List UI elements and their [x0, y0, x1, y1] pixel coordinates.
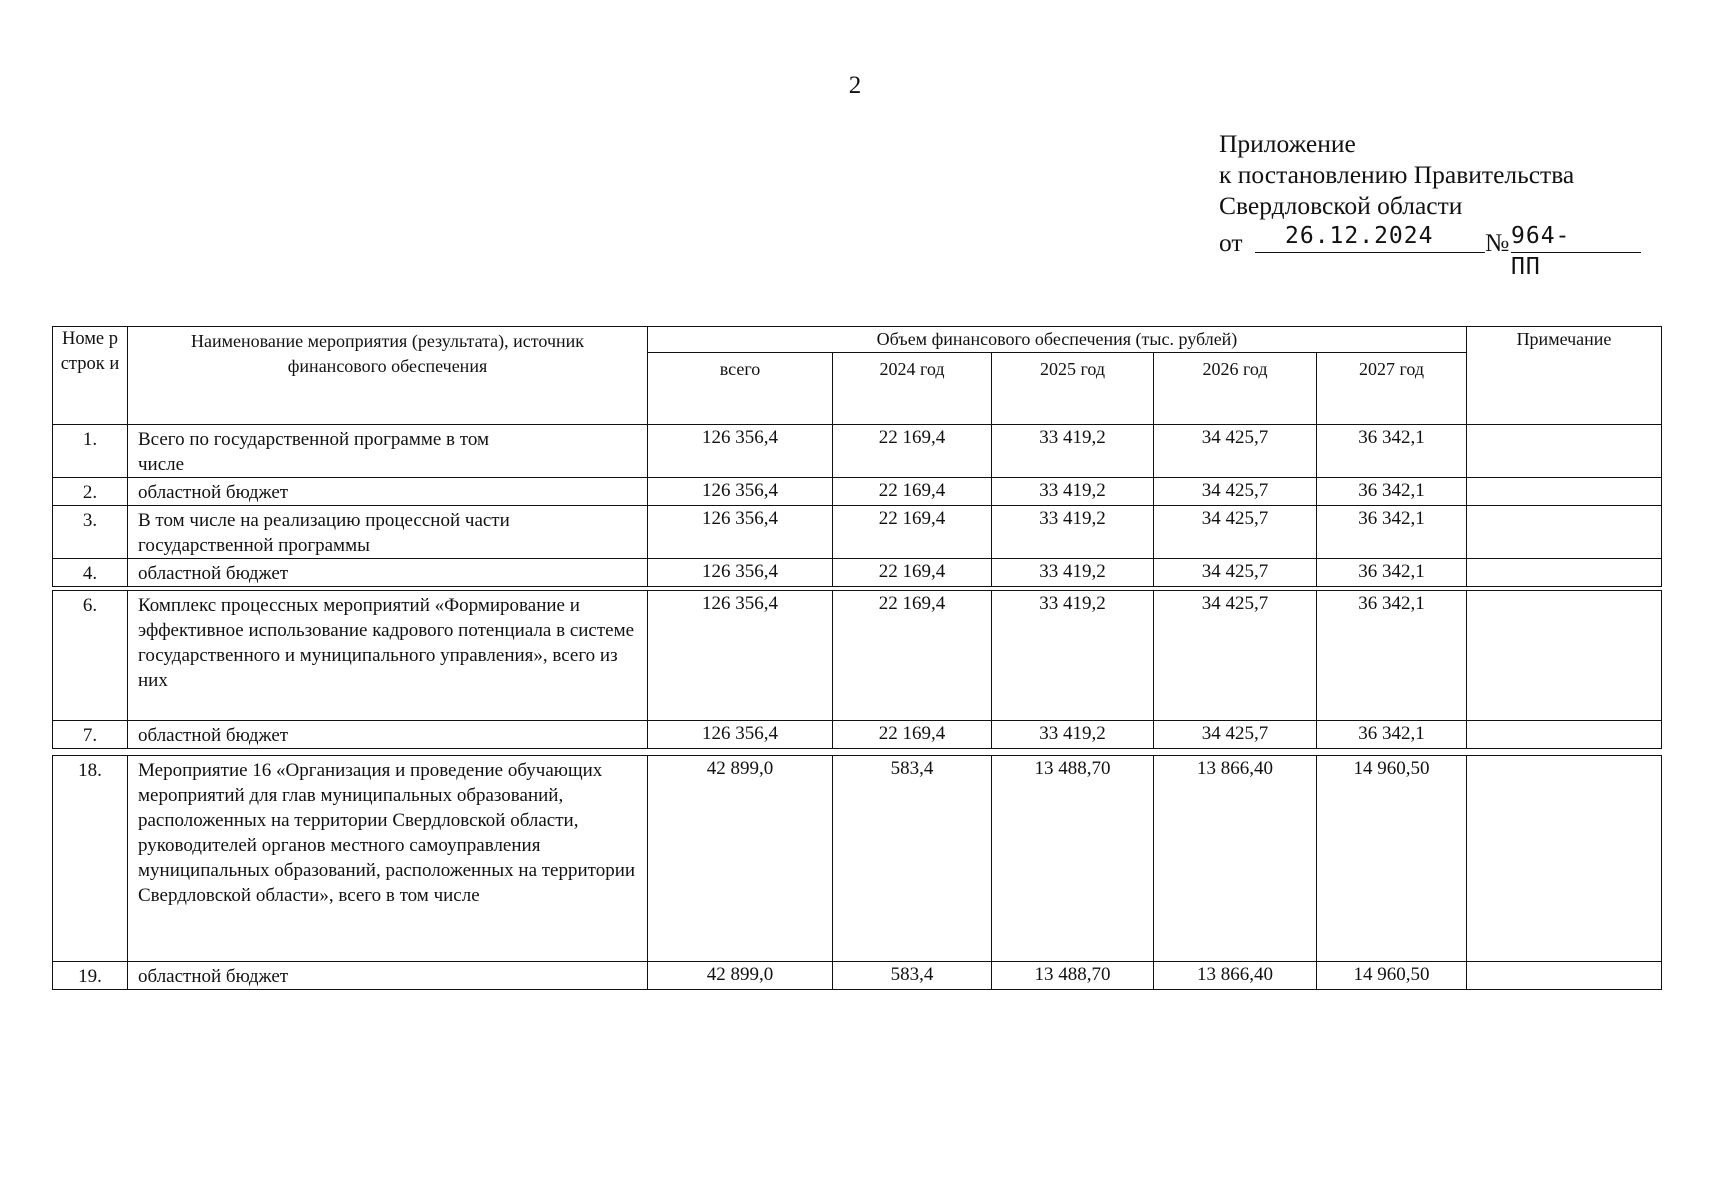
header-2024: 2024 год	[833, 353, 992, 425]
appendix-region: Свердловской области	[1219, 191, 1463, 220]
row-number: 7.	[53, 721, 128, 749]
value-2026: 13 866,40	[1154, 756, 1317, 962]
value-2027: 36 342,1	[1317, 425, 1467, 478]
table-row	[53, 962, 1662, 990]
value-2025: 13 488,70	[992, 962, 1154, 990]
appendix-block	[1219, 128, 1575, 280]
value-note	[1467, 756, 1662, 962]
row-number: 3.	[53, 506, 128, 559]
value-2026: 34 425,7	[1154, 506, 1317, 559]
row-number: 2.	[53, 478, 128, 506]
value-2027: 36 342,1	[1317, 591, 1467, 721]
row-name: областной бюджет	[128, 559, 648, 587]
row-number: 6.	[53, 591, 128, 721]
value-2025: 13 488,70	[992, 756, 1154, 962]
value-2027: 14 960,50	[1317, 756, 1467, 962]
row-name: областной бюджет	[128, 721, 648, 749]
value-2025: 33 419,2	[992, 721, 1154, 749]
value-total: 126 356,4	[648, 506, 833, 559]
value-note	[1467, 591, 1662, 721]
value-2025: 33 419,2	[992, 559, 1154, 587]
value-2024: 22 169,4	[833, 559, 992, 587]
value-2027: 36 342,1	[1317, 721, 1467, 749]
value-2025: 33 419,2	[992, 478, 1154, 506]
row-number: 19.	[53, 962, 128, 990]
table-row	[53, 591, 1662, 721]
finance-table-part-2	[52, 590, 1662, 749]
row-number: 1.	[53, 425, 128, 478]
value-note	[1467, 478, 1662, 506]
row-number: 4.	[53, 559, 128, 587]
header-2026: 2026 год	[1154, 353, 1317, 425]
value-total: 126 356,4	[648, 425, 833, 478]
value-2026: 13 866,40	[1154, 962, 1317, 990]
resolution-number: 964-ПП	[1511, 223, 1571, 280]
value-2024: 22 169,4	[833, 478, 992, 506]
appendix-resolution: к постановлению Правительства	[1219, 160, 1575, 189]
value-2026: 34 425,7	[1154, 559, 1317, 587]
value-2024: 583,4	[833, 756, 992, 962]
table-row	[53, 506, 1662, 559]
header-note: Примечание	[1467, 327, 1662, 425]
value-total: 126 356,4	[648, 721, 833, 749]
value-2027: 36 342,1	[1317, 478, 1467, 506]
value-total: 126 356,4	[648, 591, 833, 721]
value-total: 126 356,4	[648, 559, 833, 587]
header-2025: 2025 год	[992, 353, 1154, 425]
table-row	[53, 756, 1662, 962]
value-2027: 36 342,1	[1317, 559, 1467, 587]
header-row-number: Номе р строк и	[53, 327, 128, 425]
header-total: всего	[648, 353, 833, 425]
value-note	[1467, 506, 1662, 559]
value-2024: 583,4	[833, 962, 992, 990]
value-note	[1467, 721, 1662, 749]
table-row	[53, 425, 1662, 478]
row-number: 18.	[53, 756, 128, 962]
value-note	[1467, 962, 1662, 990]
finance-table-part-3	[52, 755, 1662, 990]
value-total: 42 899,0	[648, 756, 833, 962]
date-underline	[1255, 252, 1485, 253]
value-note	[1467, 425, 1662, 478]
value-total: 126 356,4	[648, 478, 833, 506]
table-row	[53, 478, 1662, 506]
finance-table-part-1	[52, 326, 1662, 587]
value-2025: 33 419,2	[992, 425, 1154, 478]
value-2024: 22 169,4	[833, 721, 992, 749]
row-name: Комплекс процессных мероприятий «Формирование и эффективное использование кадрового потенциала в системе государственного и муниципального управления», всего из них	[128, 591, 648, 721]
header-2027: 2027 год	[1317, 353, 1467, 425]
value-2024: 22 169,4	[833, 591, 992, 721]
value-2024: 22 169,4	[833, 506, 992, 559]
resolution-date: 26.12.2024	[1285, 223, 1434, 249]
number-label: №	[1485, 228, 1510, 257]
appendix-date-line	[1219, 221, 1574, 280]
value-2025: 33 419,2	[992, 591, 1154, 721]
value-2026: 34 425,7	[1154, 425, 1317, 478]
from-label: от	[1219, 228, 1243, 257]
row-name: Мероприятие 16 «Организация и проведение обучающих мероприятий для глав муниципальных образований, расположенных на территории Свердловской области, руководителей органов местного самоуправления муниципальных образований, расположенных на территории Свердловской области», всего в том числе	[128, 756, 648, 962]
row-name: В том числе на реализацию процессной части государственной программы	[128, 506, 648, 559]
value-2024: 22 169,4	[833, 425, 992, 478]
page-number: 2	[848, 72, 862, 99]
value-2026: 34 425,7	[1154, 721, 1317, 749]
value-note	[1467, 559, 1662, 587]
row-name: областной бюджет	[128, 962, 648, 990]
header-volume: Объем финансового обеспечения (тыс. рублей)	[648, 327, 1467, 353]
row-name: областной бюджет	[128, 478, 648, 506]
value-2026: 34 425,7	[1154, 478, 1317, 506]
appendix-title: Приложение	[1219, 129, 1356, 158]
value-2025: 33 419,2	[992, 506, 1154, 559]
table-row	[53, 559, 1662, 587]
value-total: 42 899,0	[648, 962, 833, 990]
value-2026: 34 425,7	[1154, 591, 1317, 721]
row-name: Всего по государственной программе в том числе	[128, 425, 648, 478]
header-name: Наименование мероприятия (результата), источник финансового обеспечения	[128, 327, 648, 425]
value-2027: 36 342,1	[1317, 506, 1467, 559]
table-row	[53, 721, 1662, 749]
value-2027: 14 960,50	[1317, 962, 1467, 990]
